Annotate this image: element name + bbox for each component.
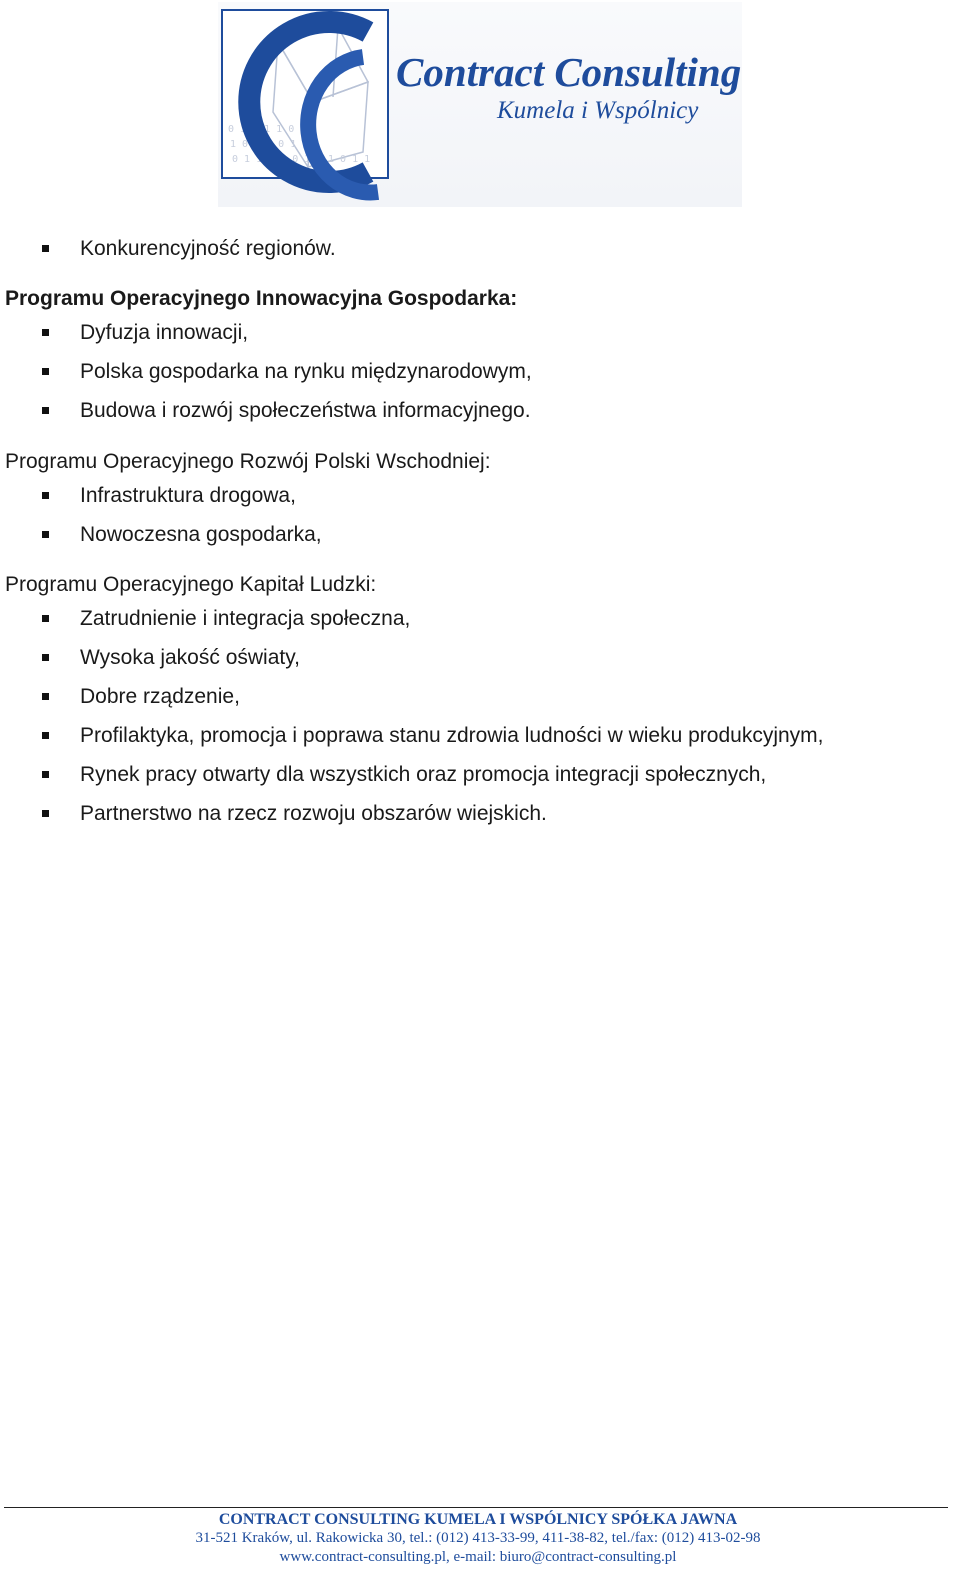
- footer-divider: [4, 1507, 948, 1508]
- logo-brand-name: Contract Consulting: [396, 49, 742, 95]
- list-item-text: Polska gospodarka na rynku międzynarodowym,: [80, 360, 532, 383]
- section-heading: Programu Operacyjnego Innowacyjna Gospodarka:: [5, 287, 518, 310]
- svg-text:0 1 0 1 1 0: 0 1 0 1 1 0: [228, 124, 295, 135]
- square-bullet-icon: [42, 654, 49, 661]
- square-bullet-icon: [42, 329, 49, 336]
- list-item-text: Nowoczesna gospodarka,: [80, 523, 322, 546]
- footer-contact: www.contract-consulting.pl, e-mail: biuro@contract-consulting.pl: [279, 1549, 677, 1565]
- list-item-text: Dyfuzja innowacji,: [80, 321, 249, 344]
- square-bullet-icon: [42, 492, 49, 499]
- square-bullet-icon: [42, 771, 49, 778]
- square-bullet-icon: [42, 732, 49, 739]
- list-item-text: Budowa i rozwój społeczeństwa informacyjnego.: [80, 399, 531, 422]
- list-item-text: Rynek pracy otwarty dla wszystkich oraz promocja integracji społecznych,: [80, 763, 767, 786]
- footer-company-name: CONTRACT CONSULTING KUMELA I WSPÓLNICY SPÓŁKA JAWNA: [218, 1511, 738, 1528]
- svg-text:1 0 1 1: 1 0 1 1: [328, 154, 371, 165]
- square-bullet-icon: [42, 245, 49, 252]
- footer-address: 31-521 Kraków, ul. Rakowicka 30, tel.: (012) 413-33-99, 411-38-82, tel./fax: (012) 413-02-98: [195, 1530, 761, 1546]
- logo-subtitle: Kumela i Wspólnicy: [497, 97, 699, 124]
- list-item-text: Konkurencyjność regionów.: [80, 237, 336, 260]
- list-item-text: Zatrudnienie i integracja społeczna,: [80, 607, 411, 630]
- list-item-text: Profilaktyka, promocja i poprawa stanu zdrowia ludności w wieku produkcyjnym,: [80, 724, 824, 747]
- svg-text:1 0 1 0 0 1: 1 0 1 0 0 1: [230, 139, 297, 150]
- square-bullet-icon: [42, 810, 49, 817]
- section-heading: Programu Operacyjnego Rozwój Polski Wschodniej:: [5, 450, 491, 473]
- square-bullet-icon: [42, 407, 49, 414]
- list-item-text: Infrastruktura drogowa,: [80, 484, 296, 507]
- square-bullet-icon: [42, 615, 49, 622]
- svg-text:0 1 1 0 1 0 1: 0 1 1 0 1 0 1: [232, 154, 311, 165]
- square-bullet-icon: [42, 368, 49, 375]
- square-bullet-icon: [42, 693, 49, 700]
- section-heading: Programu Operacyjnego Kapitał Ludzki:: [5, 573, 377, 596]
- list-item-text: Partnerstwo na rzecz rozwoju obszarów wiejskich.: [80, 802, 547, 825]
- list-item-text: Wysoka jakość oświaty,: [80, 646, 300, 669]
- square-bullet-icon: [42, 531, 49, 538]
- list-item-text: Dobre rządzenie,: [80, 685, 240, 708]
- company-logo: [218, 2, 742, 207]
